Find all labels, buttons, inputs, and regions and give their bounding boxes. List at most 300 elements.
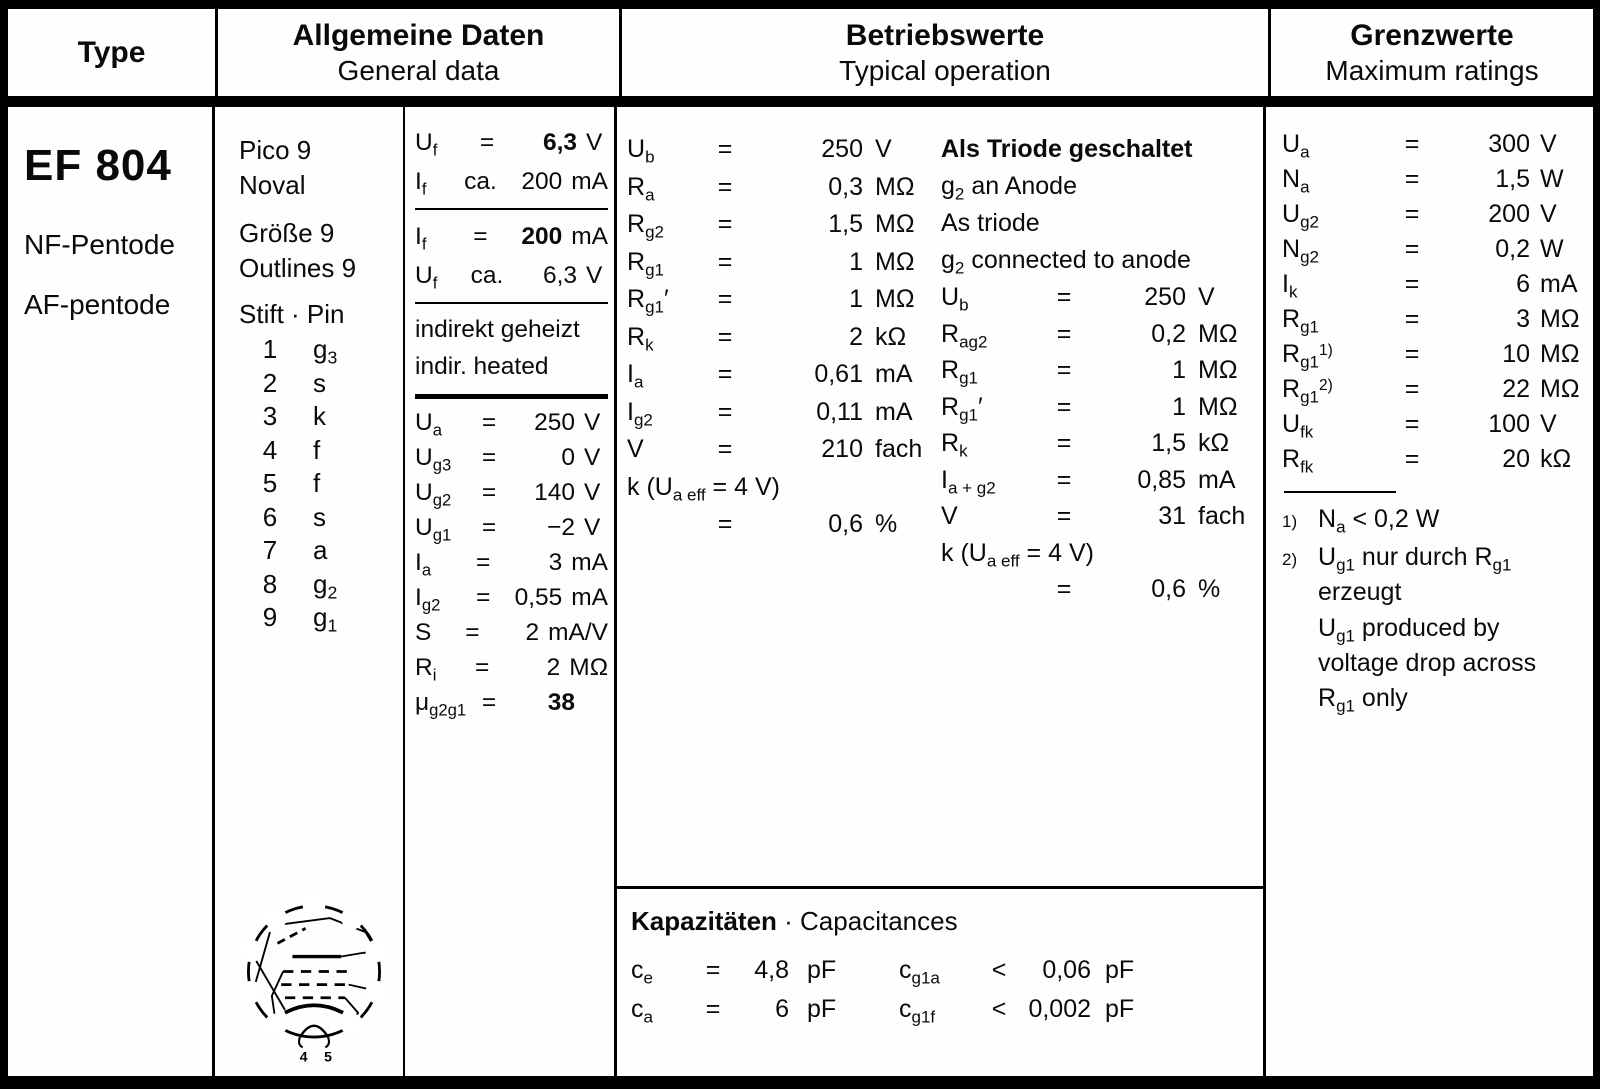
param-symbol: $R_{g1}$ — [941, 356, 978, 388]
param-operator: ca. — [464, 168, 497, 195]
param-symbol: $R_{g1}'$ — [941, 392, 983, 424]
type-column — [8, 107, 215, 1076]
param-unit: V — [584, 479, 601, 506]
param-value: 3 — [548, 549, 563, 576]
capacitance-title-separator: · — [776, 906, 801, 936]
footnote-line: $U_{g1}$ produced by — [1318, 614, 1500, 646]
param-value: 6 — [1516, 270, 1530, 298]
param-unit: fach — [1198, 502, 1246, 530]
param-operator: = — [481, 514, 497, 541]
param-unit: V — [586, 262, 603, 289]
param-symbol: S — [415, 619, 432, 646]
base-type-de: Pico 9 — [239, 135, 312, 165]
pin-number: 9 — [262, 602, 278, 632]
param-symbol: $R_{g1}$ — [627, 247, 664, 279]
param-unit: MΩ — [875, 210, 915, 238]
param-operator: = — [717, 210, 733, 238]
pin-row — [239, 333, 403, 367]
param-value: 4,8 — [754, 956, 789, 984]
param-row — [631, 951, 899, 990]
param-value: 2 — [849, 322, 863, 351]
param-unit: mA — [875, 397, 913, 426]
param-symbol: $R_i$ — [415, 654, 437, 685]
param-symbol: V — [941, 502, 958, 530]
capacitance-left-rows — [631, 951, 899, 1029]
param-row — [941, 352, 1263, 389]
pin-5-label: 5 — [310, 898, 318, 914]
footnote-line: $R_{g1}$ only — [1318, 684, 1408, 716]
param-row — [1282, 127, 1593, 162]
param-symbol: $c_{g1f}$ — [899, 995, 936, 1027]
param-operator: = — [465, 619, 480, 646]
param-value: 250 — [534, 409, 575, 436]
param-unit — [575, 685, 584, 720]
heater-data-block-1 — [415, 123, 608, 201]
param-unit: MΩ — [1198, 356, 1238, 384]
param-symbol: $I_{a + g2}$ — [941, 465, 996, 497]
heater-data-block-2 — [415, 217, 608, 295]
pin-electrode: s — [313, 367, 326, 398]
param-unit: MΩ — [569, 654, 609, 681]
param-symbol: $U_b$ — [627, 135, 655, 167]
param-value: 200 — [521, 168, 563, 195]
header-cell-limits — [1268, 9, 1593, 96]
param-symbol: $I_a$ — [415, 549, 432, 580]
characteristics-block — [415, 405, 608, 720]
param-value: 20 — [1502, 445, 1530, 473]
param-operator: = — [717, 397, 733, 426]
param-operator: = — [475, 549, 491, 576]
heating-type-de: indirekt geheizt — [415, 316, 580, 343]
param-unit: V — [875, 135, 892, 163]
param-symbol: $U_{g2}$ — [1282, 200, 1319, 232]
outline-de: Größe 9 — [239, 218, 335, 248]
pin-electrode: $g_1$ — [313, 602, 338, 636]
param-unit: pF — [1105, 995, 1135, 1023]
param-row — [941, 462, 1263, 499]
param-unit: % — [875, 510, 898, 538]
general-column-left — [215, 107, 405, 1076]
triode-rows — [941, 279, 1263, 608]
triode-subtitle-lines — [941, 168, 1263, 279]
param-row — [627, 131, 929, 169]
capacitance-rows — [631, 951, 1263, 1029]
param-row — [899, 951, 1134, 990]
param-unit: V — [586, 129, 603, 156]
param-row — [941, 571, 1263, 608]
pin-list-header: Stift · Pin — [239, 299, 345, 329]
capacitance-title-de: Kapazitäten — [631, 906, 777, 936]
param-operator: = — [1404, 130, 1420, 158]
param-row — [1282, 197, 1593, 232]
heating-type — [415, 311, 608, 385]
footnote-line: erzeugt — [1318, 578, 1402, 606]
param-row — [941, 279, 1263, 316]
footnote-marker: 1) — [1282, 512, 1298, 531]
pin-row — [239, 367, 403, 401]
param-unit: mA — [571, 584, 609, 611]
param-unit: V — [1540, 410, 1557, 438]
param-value: 2 — [525, 619, 540, 646]
param-operator: = — [1056, 392, 1072, 421]
param-operator: = — [1404, 165, 1420, 193]
param-symbol: V — [627, 435, 644, 463]
param-row — [1282, 267, 1593, 302]
param-operator: = — [475, 654, 490, 681]
param-row — [415, 405, 608, 440]
pin-4-label: 4 — [271, 910, 280, 926]
tube-base-diagram-svg — [225, 874, 403, 1069]
footnote-text — [1318, 502, 1593, 539]
param-value: 22 — [1502, 375, 1530, 403]
pin-8-label: 8 — [373, 984, 381, 1000]
param-row — [627, 356, 929, 394]
param-unit: MΩ — [875, 247, 915, 276]
param-symbol: $R_{g1}$ — [1282, 305, 1319, 337]
pin-number: 8 — [262, 568, 278, 599]
param-row — [415, 615, 608, 650]
param-operator: = — [717, 135, 733, 163]
param-value: 1 — [849, 285, 863, 313]
param-unit: MΩ — [1198, 392, 1238, 421]
param-symbol: $U_b$ — [941, 283, 969, 315]
param-value: 200 — [1488, 200, 1530, 228]
param-row — [941, 389, 1263, 426]
tube-type-de: NF-Pentode — [24, 229, 175, 260]
param-row — [415, 545, 608, 580]
param-operator: ca. — [470, 262, 504, 289]
param-value: 100 — [1488, 410, 1530, 438]
param-row — [1282, 407, 1593, 442]
header-cell-type — [8, 9, 215, 96]
tube-type-name: EF 804 — [24, 141, 172, 190]
param-value: 0,61 — [814, 360, 863, 388]
param-row — [627, 319, 929, 357]
heating-type-en: indir. heated — [415, 353, 549, 380]
param-value: 0,002 — [1028, 995, 1091, 1023]
param-operator: < — [991, 956, 1007, 984]
param-symbol: $R_{ag2}$ — [941, 319, 988, 351]
footnote — [1282, 502, 1593, 539]
param-unit: V — [1540, 130, 1557, 158]
cathode-symbol — [285, 1005, 343, 1012]
param-unit: MΩ — [1540, 340, 1580, 368]
param-symbol: $U_a$ — [1282, 130, 1310, 162]
heater-pin-label-5: 5 — [324, 1048, 332, 1065]
param-symbol: $N_a$ — [1282, 165, 1310, 197]
pin-2-label: 2 — [247, 984, 255, 1000]
header-operation-de: Betriebswerte — [845, 18, 1045, 52]
pin-electrode: $g_2$ — [313, 568, 338, 603]
param-value: 250 — [1144, 283, 1186, 311]
pentode-operation-block — [627, 131, 929, 886]
operation-column — [617, 107, 1266, 1076]
pin-number: 1 — [262, 334, 278, 364]
param-row — [627, 244, 929, 282]
param-row — [1282, 442, 1593, 477]
param-unit: mA — [1198, 465, 1236, 494]
param-value: 3 — [1516, 305, 1530, 333]
pin-electrode: f — [313, 434, 321, 465]
param-row — [415, 650, 608, 685]
param-symbol: $U_a$ — [415, 409, 442, 440]
param-operator: = — [479, 129, 495, 156]
header-type-label: Type — [77, 35, 146, 69]
param-operator: = — [717, 285, 733, 313]
param-row — [415, 217, 608, 256]
header-operation-en: Typical operation — [839, 54, 1051, 86]
param-value: 31 — [1158, 502, 1186, 530]
param-operator: = — [1056, 502, 1072, 530]
param-operator: = — [1404, 305, 1420, 333]
param-unit: mA — [1540, 270, 1578, 298]
param-value: 1 — [1172, 392, 1186, 421]
param-value: 38 — [547, 689, 575, 716]
param-symbol: $U_{g2}$ — [415, 479, 452, 510]
param-row — [415, 256, 608, 295]
param-operator: = — [473, 223, 488, 250]
capacitance-right-rows — [899, 951, 1134, 1029]
param-line: k ($U_{a eff} = 4$ V) — [627, 472, 780, 504]
param-row — [415, 685, 608, 720]
param-operator: = — [1404, 235, 1420, 263]
limits-rows — [1282, 127, 1593, 477]
tube-type-en: AF-pentode — [24, 289, 171, 320]
param-operator: = — [1404, 270, 1420, 298]
param-value: 0,55 — [514, 584, 563, 611]
param-row — [415, 580, 608, 615]
pin-row — [239, 434, 403, 468]
param-symbol: $N_{g2}$ — [1282, 235, 1319, 267]
param-symbol: $R_k$ — [941, 429, 968, 461]
param-symbol: $R_{g1}'$ — [627, 285, 669, 317]
heater-leg — [325, 1037, 329, 1047]
pin-number: 2 — [262, 367, 278, 398]
param-unit: kΩ — [1198, 429, 1230, 457]
param-operator: = — [717, 360, 733, 388]
param-operator: = — [705, 956, 721, 984]
param-operator: = — [475, 584, 491, 611]
param-operator: = — [1056, 356, 1072, 384]
footnote-rule — [1284, 491, 1396, 493]
param-unit: V — [584, 444, 601, 471]
pin-row — [239, 601, 403, 635]
param-symbol: $I_a$ — [627, 360, 644, 392]
param-operator: = — [717, 322, 733, 351]
param-unit: MΩ — [1198, 319, 1238, 348]
param-operator: = — [1404, 375, 1420, 403]
param-value: 200 — [521, 223, 563, 250]
divider-thick — [415, 394, 608, 399]
param-symbol: $I_{g2}$ — [627, 397, 653, 429]
param-unit: mA — [875, 360, 913, 388]
param-symbol: $I_{g2}$ — [415, 584, 441, 615]
param-unit: pF — [1105, 956, 1135, 984]
param-symbol: $c_a$ — [631, 995, 653, 1027]
param-operator: = — [1056, 429, 1072, 457]
param-operator: = — [1404, 410, 1420, 438]
capacitance-title — [631, 903, 1263, 939]
footnote-line: voltage drop across — [1318, 649, 1537, 677]
param-value: 250 — [821, 135, 863, 163]
param-unit: kΩ — [1540, 445, 1572, 473]
param-symbol: $c_{g1a}$ — [899, 956, 940, 988]
param-symbol: $R_{g1}^{2)}$ — [1282, 375, 1333, 407]
param-operator: = — [481, 689, 497, 716]
param-value: 0,2 — [1495, 235, 1530, 263]
param-operator: = — [1404, 445, 1420, 473]
pin-electrode: s — [313, 501, 326, 532]
pin-electrode: k — [313, 401, 326, 431]
param-unit: MΩ — [875, 285, 915, 313]
base-type-en: Noval — [239, 170, 306, 200]
param-unit: mA — [571, 549, 609, 576]
param-value: 0,3 — [828, 172, 863, 201]
param-symbol: $U_f$ — [415, 262, 438, 293]
pin-list — [239, 333, 403, 635]
outline-en: Outlines 9 — [239, 253, 357, 283]
param-symbol: $R_k$ — [627, 322, 654, 354]
capacitance-title-en: Capacitances — [800, 906, 958, 936]
param-unit: MΩ — [875, 172, 915, 201]
param-row — [1282, 337, 1593, 372]
param-row — [415, 475, 608, 510]
param-value: 2 — [546, 654, 561, 681]
footnote-line: $N_a < 0,2$ W — [1318, 505, 1440, 537]
divider — [415, 302, 608, 304]
param-operator: = — [1056, 465, 1072, 494]
param-unit: MΩ — [1540, 375, 1580, 403]
param-row — [627, 431, 929, 469]
param-operator: = — [1056, 575, 1072, 603]
pin-9-label: 9 — [348, 1017, 357, 1033]
param-value: 1 — [849, 247, 863, 276]
param-value: 210 — [821, 435, 863, 463]
divider — [415, 208, 608, 210]
param-row — [1282, 372, 1593, 407]
param-row — [627, 169, 929, 207]
pin-electrode: f — [313, 468, 321, 498]
text-line: As triode — [941, 209, 1040, 237]
footnote-marker: 2) — [1282, 550, 1298, 569]
param-row — [941, 316, 1263, 353]
param-symbol: $U_{g3}$ — [415, 444, 452, 475]
param-value: 1 — [1172, 356, 1186, 384]
param-operator: = — [481, 479, 497, 506]
pin-7-label: 7 — [373, 943, 381, 959]
pin-number: 6 — [262, 501, 278, 532]
footnote-line: $U_{g1}$ nur durch $R_{g1}$ — [1318, 543, 1512, 575]
param-operator: = — [481, 409, 497, 436]
triode-operation-block — [929, 131, 1263, 886]
general-column-right — [405, 107, 617, 1076]
triode-title: Als Triode geschaltet — [941, 135, 1193, 163]
param-row — [627, 394, 929, 432]
param-operator: = — [717, 247, 733, 276]
param-value: 0,06 — [1042, 956, 1091, 984]
param-row — [627, 206, 929, 244]
text-line: $g_2$ connected to anode — [941, 246, 1191, 278]
param-row — [415, 162, 608, 201]
param-symbol: $R_a$ — [627, 172, 655, 204]
pin-row — [239, 534, 403, 568]
param-unit: W — [1540, 235, 1564, 263]
param-symbol: $I_f$ — [415, 168, 427, 199]
param-row — [415, 440, 608, 475]
base-type-lines — [239, 133, 403, 203]
param-symbol — [627, 506, 699, 544]
param-symbol: $\mu_{g2g1}$ — [415, 689, 467, 720]
param-value: 140 — [534, 479, 575, 506]
param-unit: mA — [571, 168, 608, 195]
heater-pin-label-4: 4 — [299, 1048, 308, 1065]
param-symbol: $U_{fk}$ — [1282, 410, 1314, 442]
grid-g3-symbol — [277, 928, 305, 943]
param-value: 0,11 — [816, 397, 863, 426]
outline-lines — [239, 216, 403, 286]
pin-row — [239, 467, 403, 501]
param-value: −2 — [547, 514, 575, 541]
param-operator: = — [1404, 340, 1420, 368]
param-row — [1282, 162, 1593, 197]
param-value: 300 — [1488, 130, 1530, 158]
text-line: $g_2$ an Anode — [941, 172, 1077, 204]
param-operator: = — [717, 510, 733, 538]
footnote — [1282, 540, 1593, 610]
param-value: 1,5 — [828, 210, 863, 238]
param-row — [631, 990, 899, 1029]
param-unit: V — [1198, 283, 1215, 311]
param-operator: = — [481, 444, 497, 471]
param-value: 0,2 — [1151, 319, 1186, 348]
pin-electrode: $g_3$ — [313, 334, 338, 368]
param-value: 0,6 — [1151, 575, 1186, 603]
footnotes — [1282, 502, 1593, 716]
pin-1-label: 1 — [271, 1017, 280, 1033]
param-symbol: $R_{g1}^{1)}$ — [1282, 340, 1333, 372]
tube-base-diagram — [225, 874, 403, 1074]
pin-row — [239, 568, 403, 602]
param-unit: mA/V — [548, 619, 608, 646]
header-limits-de: Grenzwerte — [1350, 18, 1514, 52]
param-operator: = — [705, 995, 721, 1023]
param-operator: < — [991, 995, 1007, 1023]
header-general-en: General data — [337, 54, 500, 86]
param-value: 0 — [561, 444, 575, 471]
pin-3-label: 3 — [247, 943, 255, 959]
footnote-text — [1318, 540, 1593, 610]
param-symbol: $U_{g1}$ — [415, 514, 452, 545]
limits-column — [1266, 107, 1593, 1076]
pin-row — [239, 501, 403, 535]
param-symbol: $R_{fk}$ — [1282, 445, 1314, 477]
param-unit: pF — [807, 956, 837, 984]
param-unit: % — [1198, 575, 1221, 603]
param-operator: = — [1404, 200, 1420, 228]
param-unit: V — [584, 409, 601, 436]
table-header — [8, 9, 1593, 107]
param-value: 0,85 — [1137, 465, 1186, 494]
pin-electrode: a — [313, 535, 328, 565]
header-limits-en: Maximum ratings — [1325, 54, 1539, 86]
cathode-connector — [253, 956, 285, 1010]
param-value: 1,5 — [1495, 165, 1530, 193]
param-row — [415, 510, 608, 545]
param-value: 0,6 — [828, 510, 863, 538]
param-unit: kΩ — [875, 322, 907, 351]
heater-leg — [299, 1037, 303, 1047]
param-row — [899, 990, 1134, 1029]
